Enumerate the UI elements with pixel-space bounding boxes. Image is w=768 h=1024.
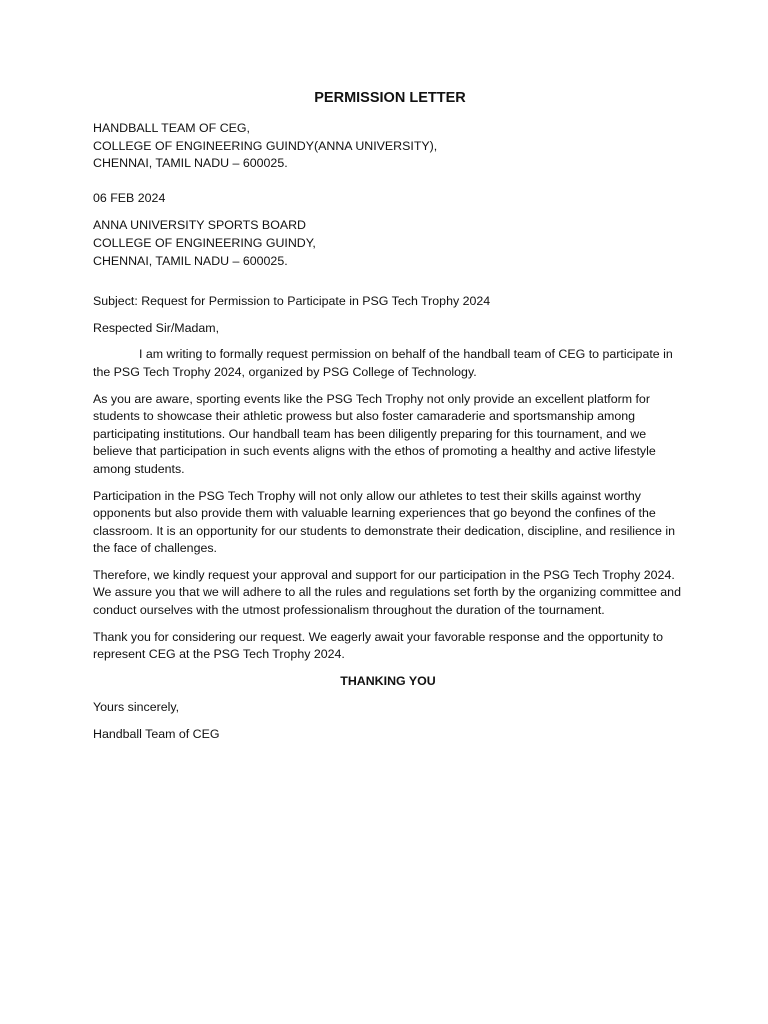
- letter-signature: Handball Team of CEG: [93, 727, 220, 742]
- letter-body: [93, 88, 683, 744]
- recipient-address-line: COLLEGE OF ENGINEERING GUINDY,: [93, 235, 316, 250]
- recipient-address: [93, 217, 683, 270]
- body-paragraph: Participation in the PSG Tech Trophy will not only allow our athletes to test their skills against worthy opponents but also provide them with valuable learning experiences that go beyond the confines of the classroom. It is an opportunity for our students to demonstrate their dedication, discipline, and resilience in the face of challenges.: [93, 488, 675, 556]
- sender-address-line: CHENNAI, TAMIL NADU – 600025.: [93, 156, 288, 171]
- sender-address-line: HANDBALL TEAM OF CEG,: [93, 121, 250, 135]
- letter-salutation: Respected Sir/Madam,: [93, 320, 220, 335]
- sender-address: [93, 120, 683, 173]
- body-paragraph: Thank you for considering our request. We eagerly await your favorable response and the opportunity to represent CEG at the PSG Tech Trophy 2024.: [93, 629, 664, 662]
- recipient-address-line: ANNA UNIVERSITY SPORTS BOARD: [93, 218, 306, 233]
- sender-address-line: COLLEGE OF ENGINEERING GUINDY(ANNA UNIVERSITY),: [93, 138, 438, 153]
- letter-title: PERMISSION LETTER: [314, 90, 466, 106]
- body-paragraph: Therefore, we kindly request your approval and support for our participation in the PSG Tech Trophy 2024. We assure you that we will adhere to all the rules and regulations set forth by the organizing committee and conduct ourselves with the utmost professionalism throughout the duration of the tournament.: [93, 567, 681, 618]
- recipient-address-line: CHENNAI, TAMIL NADU – 600025.: [93, 253, 288, 268]
- letter-subject: Subject: Request for Permission to Participate in PSG Tech Trophy 2024: [93, 294, 491, 309]
- letter-date: 06 FEB 2024: [93, 190, 166, 205]
- body-paragraph: I am writing to formally request permission on behalf of the handball team of CEG to participate in the PSG Tech Trophy 2024, organized by PSG College of Technology.: [93, 347, 673, 379]
- body-paragraph: As you are aware, sporting events like the PSG Tech Trophy not only provide an excellent platform for students to showcase their athletic prowess but also foster camaraderie and sportsmanship among participating institutions. Our handball team has been diligently preparing for this tournament, and we believe that participation in such events aligns with the ethos of promoting a healthy and active lifestyle among students.: [93, 391, 656, 476]
- letter-closing: Yours sincerely,: [93, 700, 180, 715]
- thanking-line: THANKING YOU: [340, 673, 436, 688]
